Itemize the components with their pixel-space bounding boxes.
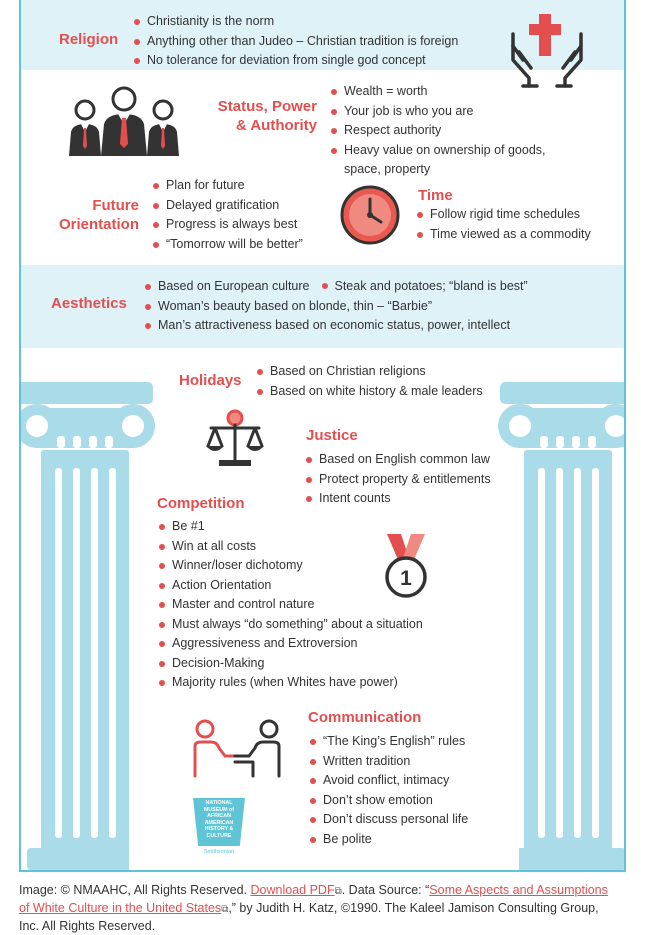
scales-of-justice-icon <box>205 408 265 468</box>
list-item: Majority rules (when Whites have power) <box>159 673 423 693</box>
list-item: Respect authority <box>331 121 571 141</box>
external-link-icon: ⧉ <box>221 904 229 915</box>
medal-number: 1 <box>400 567 412 590</box>
holidays-list <box>257 362 483 401</box>
business-people-icon <box>67 86 181 158</box>
list-item: Don’t show emotion <box>310 791 468 811</box>
list-item: Based on English common law <box>306 450 491 470</box>
time-list <box>417 205 591 244</box>
list-item: Intent counts <box>306 489 491 509</box>
clock-icon <box>339 184 401 246</box>
list-item: Action Orientation <box>159 576 423 596</box>
download-pdf-link[interactable]: Download PDF <box>250 883 335 897</box>
list-item: Be #1 <box>159 517 423 537</box>
list-item: Protect property & entitlements <box>306 470 491 490</box>
future-title: Future Orientation <box>58 197 139 233</box>
list-item: Man’s attractiveness based on economic status, power, intellect <box>145 316 528 336</box>
holidays-title: Holidays <box>179 372 242 389</box>
list-item: No tolerance for deviation from single god concept <box>134 51 458 71</box>
list-item: Wealth = worth <box>331 82 571 102</box>
competition-title: Competition <box>157 495 245 512</box>
list-item: Progress is always best <box>153 215 303 235</box>
list-item: Anything other than Judeo – Christian tradition is foreign <box>134 32 458 52</box>
list-item: Must always “do something” about a situation <box>159 615 423 635</box>
religion-list <box>134 12 458 71</box>
list-item: Based on white history & male leaders <box>257 382 483 402</box>
list-item: “The King’s English” rules <box>310 732 468 752</box>
list-item: Be polite <box>310 830 468 850</box>
list-item: Based on European culture Steak and potatoes; “bland is best” <box>145 277 528 297</box>
list-item: Time viewed as a commodity <box>417 225 591 245</box>
list-item: Christianity is the norm <box>134 12 458 32</box>
aesthetics-title: Aesthetics <box>51 295 127 312</box>
medal-icon <box>383 532 429 600</box>
museum-logo: NATIONAL MUSEUM of AFRICAN AMERICAN HISTORY & CULTURE Smithsonian <box>193 798 245 860</box>
list-item: Win at all costs <box>159 537 423 557</box>
list-item: Based on Christian religions <box>257 362 483 382</box>
status-title: Status, Power & Authority <box>217 98 317 134</box>
list-item: Plan for future <box>153 176 303 196</box>
list-item: Don’t discuss personal life <box>310 810 468 830</box>
future-list <box>153 176 303 254</box>
justice-title: Justice <box>306 427 358 444</box>
handshake-people-icon <box>191 718 283 778</box>
list-item: Heavy value on ownership of goods, space, property <box>331 141 571 180</box>
list-item: Follow rigid time schedules <box>417 205 591 225</box>
list-item: Master and control nature <box>159 595 423 615</box>
list-item: Woman’s beauty based on blonde, thin – “Barbie” <box>145 297 528 317</box>
status-list <box>331 82 571 180</box>
list-item: Delayed gratification <box>153 196 303 216</box>
list-item: Avoid conflict, intimacy <box>310 771 468 791</box>
religion-title: Religion <box>59 31 119 48</box>
communication-list <box>310 732 468 849</box>
communication-title: Communication <box>308 709 422 726</box>
list-item: Winner/loser dichotomy <box>159 556 423 576</box>
infographic <box>19 0 626 872</box>
aesthetics-list <box>145 277 528 336</box>
list-item: Your job is who you are <box>331 102 571 122</box>
justice-list <box>306 450 491 509</box>
list-item: Aggressiveness and Extroversion <box>159 634 423 654</box>
image-caption: Image: © NMAAHC, All Rights Reserved. Download PDF⧉. Data Source: “Some Aspects and Assumptions of White Culture in the United States⧉,” by Judith H. Katz, ©1990. The Kaleel Jamison Consulting Group, Inc. All Rights Reserved. <box>19 883 608 933</box>
smithsonian-label: Smithsonian <box>203 849 235 855</box>
list-item: Written tradition <box>310 752 468 772</box>
list-item: Decision-Making <box>159 654 423 674</box>
list-item: “Tomorrow will be better” <box>153 235 303 255</box>
time-title: Time <box>418 187 453 204</box>
external-link-icon: ⧉ <box>334 886 342 897</box>
source-article-link[interactable]: Some Aspects and Assumptions of White Culture in the United States <box>19 883 608 915</box>
praying-hands-cross-icon <box>507 12 587 88</box>
